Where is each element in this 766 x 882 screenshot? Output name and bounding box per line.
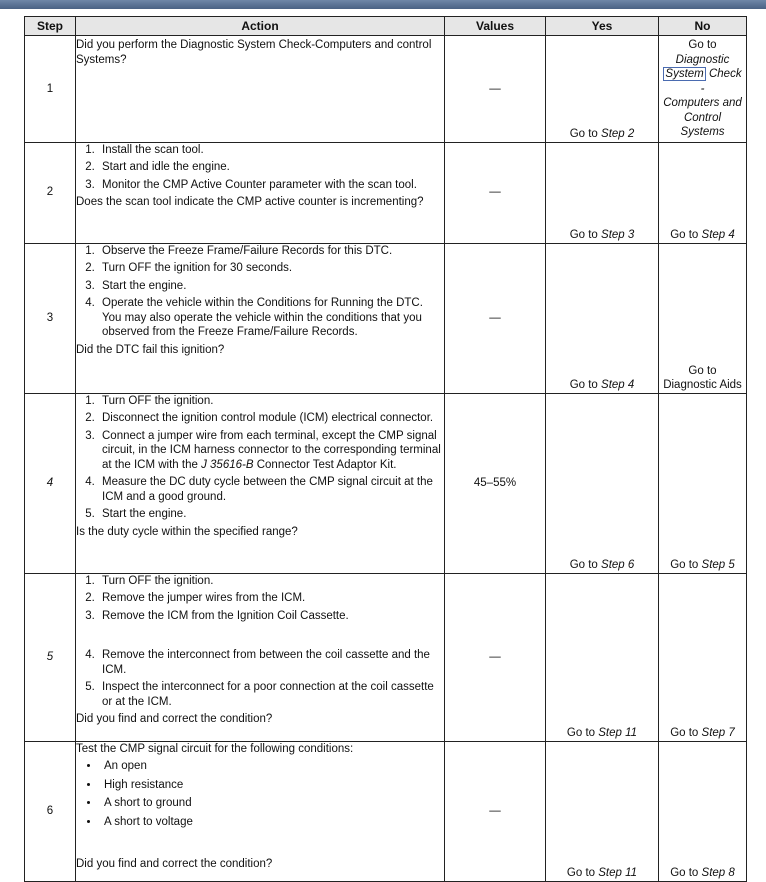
value-cell: 45–55%: [445, 393, 546, 573]
header-yes: Yes: [546, 17, 659, 36]
no-link[interactable]: Step 7: [701, 727, 735, 739]
no-link[interactable]: Diagnostic Aids: [663, 379, 742, 391]
header-action: Action: [76, 17, 445, 36]
table-row: [25, 36, 747, 143]
header-step: Step: [25, 17, 76, 36]
no-cell[interactable]: [659, 393, 747, 573]
action-item: 2. Turn OFF the ignition for 30 seconds.: [98, 261, 444, 276]
no-cell[interactable]: [659, 36, 747, 143]
no-prefix: Go to: [670, 229, 699, 241]
action-question: Did you perform the Diagnostic System Check-Computers and control Systems?: [76, 39, 432, 66]
table-header-row: [25, 17, 747, 36]
action-item: 4. Measure the DC duty cycle between the CMP signal circuit at the ICM and a good ground.: [98, 475, 444, 504]
table-row: [25, 573, 747, 741]
action-question: Did you find and correct the condition?: [76, 713, 273, 725]
no-link[interactable]: Control Systems: [680, 111, 725, 138]
yes-prefix: Go to: [569, 128, 598, 140]
no-link[interactable]: Diagnostic: [675, 53, 730, 66]
action-intro: Test the CMP signal circuit for the following conditions:: [76, 742, 354, 755]
no-link[interactable]: Step 4: [701, 229, 735, 241]
action-cell: [76, 573, 445, 741]
yes-link[interactable]: Step 4: [601, 379, 635, 391]
no-prefix: Go to: [670, 559, 699, 571]
no-link[interactable]: Check -: [700, 68, 742, 95]
no-link[interactable]: Step 8: [701, 867, 735, 879]
tool-reference: J 35616-B: [201, 458, 254, 471]
action-question: Did the DTC fail this ignition?: [76, 343, 225, 356]
condition-list: [76, 759, 444, 829]
no-link[interactable]: Computers and: [663, 97, 742, 109]
yes-link[interactable]: Step 3: [601, 229, 635, 241]
diagnostic-table: [24, 16, 747, 882]
action-text: Connector Test Adaptor Kit.: [256, 458, 397, 471]
action-cell: [76, 741, 445, 881]
condition-item: • High resistance: [100, 778, 444, 793]
value-cell: —: [445, 243, 546, 393]
action-item: 1. Observe the Freeze Frame/Failure Records for this DTC.: [98, 244, 444, 259]
action-item: 1. Turn OFF the ignition.: [98, 574, 444, 589]
no-cell[interactable]: [659, 142, 747, 243]
action-steps: [76, 143, 444, 193]
action-item: 1. Install the scan tool.: [98, 143, 444, 158]
no-prefix: Go to: [688, 39, 717, 51]
table-row: [25, 142, 747, 243]
step-number: 4: [25, 393, 76, 573]
action-item: 3. Start the engine.: [98, 279, 444, 294]
yes-link[interactable]: Step 2: [601, 128, 635, 140]
action-cell: [76, 393, 445, 573]
action-text: Connect a jumper wire from each terminal, except the CMP signal circuit, in the ICM harness connector to the corresponding terminal at the ICM with the: [102, 429, 441, 471]
action-item: 2. Remove the jumper wires from the ICM.: [98, 591, 444, 606]
no-cell[interactable]: [659, 573, 747, 741]
yes-prefix: Go to: [566, 867, 596, 879]
action-steps: [76, 244, 444, 340]
action-cell: [76, 36, 445, 143]
window-top-bar: [0, 0, 766, 9]
header-no: No: [659, 17, 747, 36]
table-row: [25, 393, 747, 573]
step-number: 2: [25, 142, 76, 243]
value-cell: —: [445, 142, 546, 243]
yes-prefix: Go to: [566, 727, 596, 739]
no-prefix: Go to: [670, 727, 699, 739]
no-link[interactable]: Step 5: [701, 559, 735, 571]
action-item: [98, 429, 444, 473]
value-cell: —: [445, 741, 546, 881]
action-question: Did you find and correct the condition?: [76, 858, 273, 870]
action-item: 4. Operate the vehicle within the Conditions for Running the DTC. You may also operate the vehicle within the conditions that you observed from the Freeze Frame/Failure Records.: [98, 296, 444, 340]
yes-link[interactable]: Step 11: [598, 867, 638, 879]
action-item: 3. Monitor the CMP Active Counter parameter with the scan tool.: [98, 178, 444, 193]
condition-item: • A short to voltage: [100, 815, 444, 830]
action-item: 1. Turn OFF the ignition.: [98, 394, 444, 409]
no-prefix: Go to: [688, 364, 717, 377]
step-number: 5: [25, 573, 76, 741]
action-question: Is the duty cycle within the specified range?: [76, 525, 298, 538]
yes-prefix: Go to: [569, 229, 598, 241]
step-number: 1: [25, 36, 76, 143]
action-steps: [76, 394, 444, 522]
condition-item: • A short to ground: [100, 796, 444, 811]
value-cell: —: [445, 36, 546, 143]
yes-cell[interactable]: [546, 393, 659, 573]
yes-link[interactable]: Step 11: [598, 727, 638, 739]
yes-prefix: Go to: [569, 379, 598, 391]
step-number: 6: [25, 741, 76, 881]
action-cell: [76, 142, 445, 243]
no-cell[interactable]: [659, 741, 747, 881]
action-item: 2. Disconnect the ignition control module (ICM) electrical connector.: [98, 411, 444, 426]
spacer: [98, 626, 444, 648]
header-values: Values: [445, 17, 546, 36]
action-steps: [76, 574, 444, 710]
action-question: Does the scan tool indicate the CMP active counter is incrementing?: [76, 196, 424, 208]
yes-link[interactable]: Step 6: [601, 559, 635, 571]
action-item: 5. Inspect the interconnect for a poor connection at the coil cassette or at the ICM.: [98, 680, 444, 709]
no-cell[interactable]: [659, 243, 747, 393]
action-cell: [76, 243, 445, 393]
yes-cell[interactable]: [546, 573, 659, 741]
no-link-boxed[interactable]: System: [665, 68, 704, 80]
yes-prefix: Go to: [569, 559, 598, 571]
action-item: 3. Remove the ICM from the Ignition Coil Cassette.: [98, 609, 444, 624]
step-number: 3: [25, 243, 76, 393]
yes-cell[interactable]: [546, 36, 659, 143]
yes-cell[interactable]: [546, 243, 659, 393]
value-cell: —: [445, 573, 546, 741]
yes-cell[interactable]: [546, 142, 659, 243]
table-row: [25, 741, 747, 881]
action-item: 5. Start the engine.: [98, 507, 444, 522]
table-row: [25, 243, 747, 393]
yes-cell[interactable]: [546, 741, 659, 881]
action-item: 2. Start and idle the engine.: [98, 160, 444, 175]
action-item: 4. Remove the interconnect from between the coil cassette and the ICM.: [98, 648, 444, 677]
no-prefix: Go to: [670, 867, 699, 879]
condition-item: • An open: [100, 759, 444, 774]
